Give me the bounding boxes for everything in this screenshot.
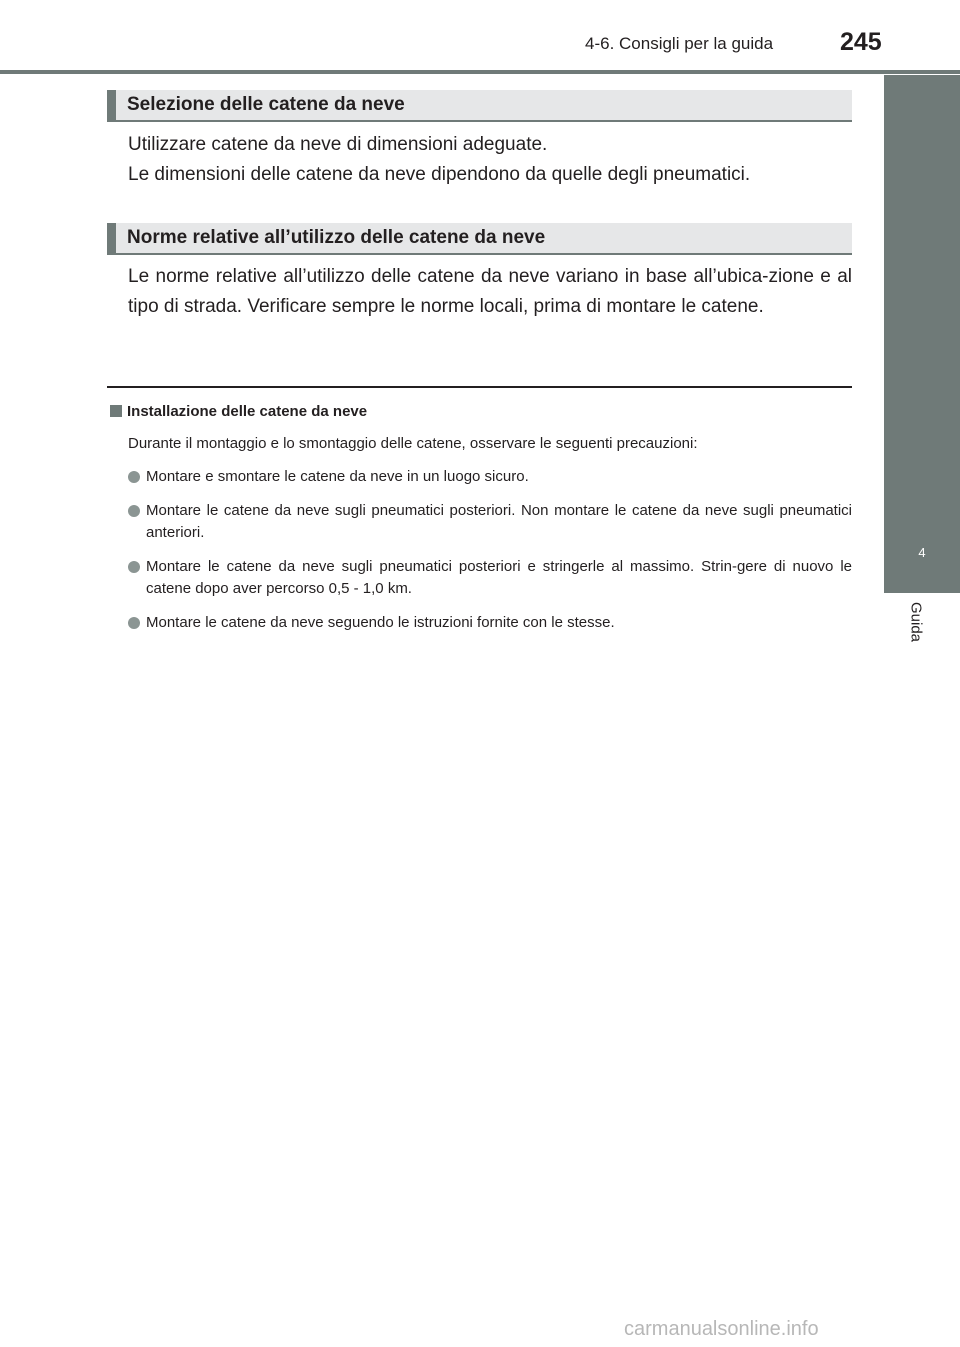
list-item <box>128 556 852 600</box>
list-item-text: Montare le catene da neve sugli pneumatici posteriori. Non montare le catene da neve sugli pneumatici anteriori. <box>146 502 852 541</box>
side-tab-bar <box>884 75 960 511</box>
paragraph: Le norme relative all’utilizzo delle catene da neve variano in base all’ubica-zione e al tipo di strada. Verificare sempre le norme locali, prima di montare le catene. <box>128 266 852 317</box>
note-title-text: Installazione delle catene da neve <box>127 403 368 420</box>
list-item-text: Montare le catene da neve seguendo le istruzioni fornite con le stesse. <box>146 614 615 631</box>
paragraph: Le dimensioni delle catene da neve dipendono da quelle degli pneumatici. <box>128 164 751 185</box>
section-body-chain-selection <box>128 130 852 190</box>
chapter-number: 4 <box>918 544 926 560</box>
circle-bullet-icon <box>128 471 140 483</box>
list-item <box>128 500 852 544</box>
running-header-section: 4-6. Consigli per la guida <box>585 34 774 53</box>
page-number: 245 <box>840 28 882 56</box>
header-rule <box>0 70 960 74</box>
note-intro: Durante il montaggio e lo smontaggio delle catene, osservare le seguenti precauzioni: <box>128 435 698 452</box>
section-body-chain-regulations <box>128 262 852 322</box>
section-heading-chain-regulations: Norme relative all’utilizzo delle catene da neve <box>107 223 852 255</box>
section-heading-chain-selection: Selezione delle catene da neve <box>107 90 852 122</box>
circle-bullet-icon <box>128 617 140 629</box>
list-item <box>128 612 852 634</box>
chapter-number-box <box>884 511 960 593</box>
watermark: carmanualsonline.info <box>624 1318 819 1340</box>
paragraph: Utilizzare catene da neve di dimensioni adeguate. <box>128 134 548 155</box>
list-item <box>128 466 852 488</box>
list-item-text: Montare le catene da neve sugli pneumatici posteriori e stringerle al massimo. Strin-gere di nuovo le catene dopo aver percorso 0,5 - 1,0 km. <box>146 558 852 597</box>
precaution-list <box>128 466 852 646</box>
section-divider <box>107 386 852 388</box>
circle-bullet-icon <box>128 505 140 517</box>
list-item-text: Montare e smontare le catene da neve in un luogo sicuro. <box>146 468 529 485</box>
note-title <box>110 403 367 420</box>
square-bullet-icon <box>110 405 122 417</box>
chapter-label: Guida <box>907 602 925 643</box>
circle-bullet-icon <box>128 561 140 573</box>
